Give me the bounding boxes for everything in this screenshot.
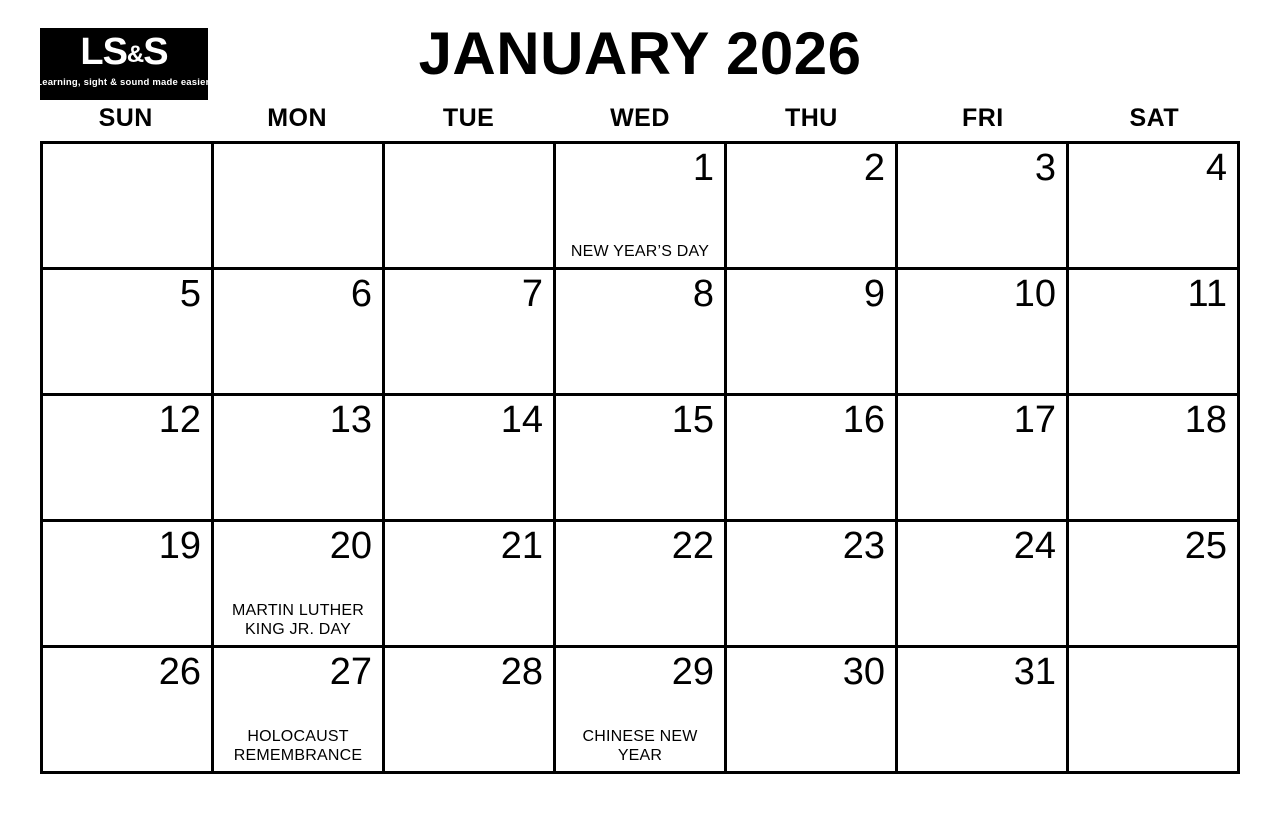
day-cell[interactable] [43, 270, 214, 396]
calendar-header [0, 0, 1280, 104]
day-number: 1 [692, 147, 714, 189]
day-cell[interactable] [556, 522, 727, 648]
day-number: 23 [842, 525, 885, 567]
weekday-wed: WED [610, 104, 670, 132]
day-number: 17 [1013, 399, 1056, 441]
day-cell[interactable] [556, 144, 727, 270]
day-cell[interactable] [214, 522, 385, 648]
day-cell[interactable] [556, 270, 727, 396]
day-cell[interactable] [43, 522, 214, 648]
day-cell[interactable] [556, 396, 727, 522]
day-event: CHINESE NEW YEAR [582, 728, 698, 764]
day-number: 30 [842, 651, 885, 693]
day-number: 19 [158, 525, 201, 567]
day-cell[interactable] [727, 396, 898, 522]
day-number: 3 [1034, 147, 1056, 189]
day-cell[interactable] [727, 270, 898, 396]
weekday-sun: SUN [98, 104, 153, 132]
day-number: 27 [329, 651, 372, 693]
day-cell[interactable] [1069, 144, 1240, 270]
day-number: 9 [863, 273, 885, 315]
day-cell[interactable] [43, 648, 214, 774]
day-cell[interactable] [1069, 396, 1240, 522]
page-title: JANUARY 2026 [418, 20, 862, 87]
day-cell[interactable] [898, 144, 1069, 270]
weekday-sat: SAT [1129, 104, 1180, 132]
day-number: 10 [1013, 273, 1056, 315]
day-number: 20 [329, 525, 372, 567]
day-cell[interactable] [43, 396, 214, 522]
logo-wordmark: LS&S [80, 31, 168, 73]
day-cell[interactable] [898, 396, 1069, 522]
day-number: 13 [329, 399, 372, 441]
day-number: 21 [500, 525, 543, 567]
day-number: 12 [158, 399, 201, 441]
day-cell[interactable] [1069, 522, 1240, 648]
day-number: 18 [1184, 399, 1227, 441]
day-cell[interactable] [214, 396, 385, 522]
day-cell[interactable] [214, 144, 385, 270]
day-cell[interactable] [385, 522, 556, 648]
day-cell[interactable] [898, 270, 1069, 396]
day-cell[interactable] [1069, 270, 1240, 396]
day-event: MARTIN LUTHER KING JR. DAY [231, 602, 365, 638]
day-event: HOLOCAUST REMEMBRANCE [233, 728, 363, 764]
day-number: 11 [1187, 273, 1227, 315]
weekday-mon: MON [267, 104, 328, 132]
weekday-thu: THU [784, 104, 838, 132]
day-number: 28 [500, 651, 543, 693]
day-cell[interactable] [43, 144, 214, 270]
day-cell[interactable] [556, 648, 727, 774]
day-number: 31 [1013, 651, 1056, 693]
logo-tagline: Learning, sight & sound made easier. [36, 77, 212, 88]
day-number: 4 [1205, 147, 1227, 189]
calendar-grid [40, 141, 1240, 774]
weekday-header-row [40, 104, 1240, 141]
day-number: 14 [500, 399, 543, 441]
day-cell[interactable] [898, 648, 1069, 774]
day-number: 26 [158, 651, 201, 693]
day-number: 15 [671, 399, 714, 441]
day-number: 16 [842, 399, 885, 441]
day-cell[interactable] [214, 648, 385, 774]
day-cell[interactable] [727, 648, 898, 774]
day-cell[interactable] [727, 144, 898, 270]
day-number: 22 [671, 525, 714, 567]
day-cell[interactable] [727, 522, 898, 648]
day-cell[interactable] [1069, 648, 1240, 774]
day-cell[interactable] [385, 648, 556, 774]
day-cell[interactable] [385, 396, 556, 522]
day-cell[interactable] [898, 522, 1069, 648]
weekday-tue: TUE [442, 104, 495, 132]
day-number: 2 [863, 147, 885, 189]
day-number: 7 [521, 273, 543, 315]
day-cell[interactable] [385, 144, 556, 270]
day-event: NEW YEAR’S DAY [570, 243, 710, 260]
day-number: 8 [692, 273, 714, 315]
weekday-fri: FRI [961, 104, 1004, 132]
day-number: 29 [671, 651, 714, 693]
day-cell[interactable] [214, 270, 385, 396]
day-cell[interactable] [385, 270, 556, 396]
day-number: 25 [1184, 525, 1227, 567]
day-number: 5 [179, 273, 201, 315]
day-number: 24 [1013, 525, 1056, 567]
day-number: 6 [350, 273, 372, 315]
